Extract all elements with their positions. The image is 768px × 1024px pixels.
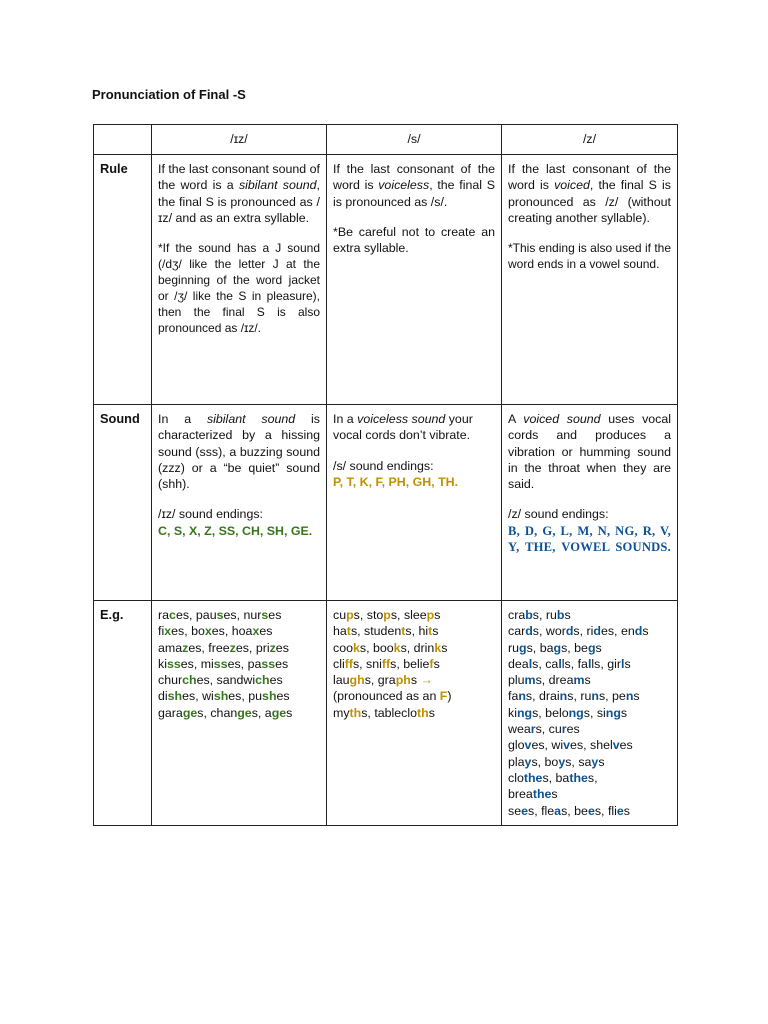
word-text: es, mi <box>180 656 214 671</box>
word-text: es, pau <box>175 608 217 622</box>
word-text: s, sni <box>352 656 382 671</box>
highlighted-ending: s <box>216 608 224 622</box>
word-text: s <box>564 608 571 622</box>
header-z: /z/ <box>502 125 678 155</box>
word-text: s, belie <box>390 656 430 671</box>
example-line <box>333 640 495 656</box>
word-text: cu <box>333 608 347 622</box>
word-text: es, bo <box>171 624 205 639</box>
word-text: di <box>158 689 168 704</box>
highlighted-ending: t <box>346 624 351 639</box>
highlighted-ending: ss <box>166 656 181 671</box>
highlighted-ending: ss <box>261 656 276 671</box>
highlighted-ending: v <box>563 738 571 753</box>
rule-iz-note: *If the sound has a J sound (/dʒ/ like the letter J at the beginning of the word jacket or /ʒ/ like the S in pleasure), then the final S is also pronounced as /ɪz/. <box>158 241 320 336</box>
example-line <box>158 705 320 721</box>
highlighted-ending: gh <box>349 673 365 688</box>
highlighted-ending: p <box>426 608 435 622</box>
example-line <box>508 656 671 672</box>
highlighted-ending: n <box>591 689 599 704</box>
word-text: ha <box>333 624 347 639</box>
word-text: es, pu <box>228 689 263 704</box>
highlighted-ending: ss <box>213 656 228 671</box>
row-label-sound: Sound <box>94 405 152 601</box>
highlighted-ending: ff <box>381 656 391 671</box>
sound-z-text: A voiced sound uses vocal cords and produces a vibration or humming sound in the throat when they are said. <box>508 412 671 492</box>
highlighted-ending: d <box>565 624 574 639</box>
header-row <box>94 125 678 155</box>
word-text: es <box>619 738 633 753</box>
highlighted-ending: th <box>417 705 429 720</box>
highlighted-ending: p <box>346 608 354 622</box>
highlighted-ending: g <box>553 640 562 655</box>
word-text: s, <box>587 770 598 785</box>
word-text: ama <box>158 640 183 655</box>
highlighted-ending: ng <box>516 705 533 720</box>
highlighted-ending: e <box>587 803 595 818</box>
highlighted-ending: y <box>591 754 599 769</box>
word-text: brea <box>508 787 533 802</box>
sound-s-endings: P, T, K, F, PH, GH, TH. <box>333 474 459 489</box>
rule-z-cell <box>502 155 678 405</box>
highlighted-ending: → <box>420 673 433 688</box>
word-text: coo <box>333 640 353 655</box>
word-text: s, fli <box>594 803 617 818</box>
highlighted-ending: v <box>612 738 620 753</box>
highlighted-ending: ng <box>568 705 584 720</box>
highlighted-ending: m <box>573 673 585 688</box>
example-line <box>333 672 495 688</box>
word-text: (pronounced as an <box>333 689 440 704</box>
row-label-rule: Rule <box>94 155 152 405</box>
highlighted-ending: n <box>559 689 568 704</box>
word-text: s, gra <box>364 673 396 688</box>
word-text: s, belo <box>532 705 569 720</box>
example-line <box>158 640 320 656</box>
highlighted-ending: ch <box>255 673 270 688</box>
word-text: s <box>432 624 439 639</box>
sound-s-cell <box>327 405 502 601</box>
sound-row <box>94 405 678 601</box>
word-text: es, free <box>188 640 230 655</box>
word-text: s, drai <box>525 689 560 704</box>
pronunciation-table <box>93 124 678 826</box>
word-text: es, wi <box>531 738 564 753</box>
example-line <box>508 607 671 623</box>
highlighted-ending: x <box>204 624 212 639</box>
rule-s-cell <box>327 155 502 405</box>
highlighted-ending: ng <box>605 705 621 720</box>
word-text: es, nur <box>223 608 262 622</box>
word-text: es, hoa <box>211 624 253 639</box>
word-text: fi <box>158 624 165 639</box>
word-text: es <box>276 689 290 704</box>
highlighted-ending: z <box>229 640 236 655</box>
example-line <box>508 721 671 737</box>
word-text: s, ca <box>532 656 559 671</box>
word-text: se <box>508 803 522 818</box>
word-text: cli <box>333 656 345 671</box>
word-text: s <box>551 787 558 802</box>
word-text: ru <box>508 640 520 655</box>
word-text: s, a <box>251 705 272 720</box>
word-text: es, pri <box>235 640 270 655</box>
highlighted-ending: e <box>616 803 624 818</box>
sound-s-endings-block <box>333 458 495 491</box>
highlighted-ending: m <box>524 673 536 688</box>
rule-row <box>94 155 678 405</box>
word-text: es, sandwi <box>196 673 256 688</box>
highlighted-ending: the <box>569 770 588 785</box>
examples-z-cell <box>502 601 678 826</box>
highlighted-ending: l <box>621 656 625 671</box>
examples-s-cell <box>327 601 502 826</box>
example-line <box>333 623 495 639</box>
word-text: es, wi <box>182 689 214 704</box>
word-text: es, en <box>600 624 635 639</box>
word-text: s <box>623 803 630 818</box>
example-line <box>333 607 495 623</box>
example-line <box>508 623 671 639</box>
highlighted-ending: ph <box>395 673 411 688</box>
highlighted-ending: t <box>401 624 406 639</box>
corner-cell <box>94 125 152 155</box>
word-text: s, sto <box>353 608 384 622</box>
highlighted-ending: the <box>532 787 552 802</box>
highlighted-ending: F <box>439 689 448 704</box>
word-text: ki <box>158 656 167 671</box>
highlighted-ending: l <box>587 656 592 671</box>
example-line <box>508 688 671 704</box>
sound-z-cell <box>502 405 678 601</box>
word-text: s <box>595 640 602 655</box>
example-line <box>158 656 320 672</box>
example-line <box>508 803 671 819</box>
sound-iz-cell <box>152 405 327 601</box>
sound-z-endings-block <box>508 506 671 555</box>
word-text: s <box>598 754 605 769</box>
examples-z-list <box>508 607 671 819</box>
word-text: s, tableclo <box>361 705 418 720</box>
word-text: s <box>434 608 441 622</box>
word-text: s, drin <box>400 640 435 655</box>
word-text: dea <box>508 656 529 671</box>
highlighted-ending: z <box>182 640 189 655</box>
example-line <box>158 672 320 688</box>
rule-iz-cell <box>152 155 327 405</box>
word-text: s, be <box>561 803 588 818</box>
example-line <box>333 688 495 704</box>
highlighted-ending: c <box>169 608 176 622</box>
sound-z-endings: B, D, G, L, M, N, NG, R, V, Y, THE, VOWEL SOUNDS. <box>508 523 671 555</box>
highlighted-ending: l <box>528 656 533 671</box>
word-text: fa <box>508 689 519 704</box>
highlighted-ending: a <box>554 803 562 818</box>
highlighted-ending: v <box>524 738 532 753</box>
word-text: s, cu <box>535 722 562 737</box>
word-text: glo <box>508 738 525 753</box>
word-text: s, ru <box>567 689 592 704</box>
word-text: car <box>508 624 526 639</box>
word-text: cra <box>508 608 526 622</box>
word-text: es, shel <box>570 738 613 753</box>
highlighted-ending: y <box>558 754 566 769</box>
highlighted-ending: d <box>525 624 533 639</box>
row-label-eg: E.g. <box>94 601 152 826</box>
sound-z-label: /z/ sound endings: <box>508 507 609 522</box>
highlighted-ending: ge <box>237 705 252 720</box>
word-text: s <box>620 705 628 720</box>
highlighted-ending: l <box>558 656 562 671</box>
word-text: es <box>566 722 580 737</box>
word-text: s, pe <box>598 689 626 704</box>
word-text: s, drea <box>535 673 574 688</box>
word-text: s, boo <box>359 640 394 655</box>
word-text: s, be <box>561 640 588 655</box>
word-text: s, studen <box>350 624 402 639</box>
word-text: s, bo <box>531 754 559 769</box>
word-text: pla <box>508 754 525 769</box>
highlighted-ending: sh <box>262 689 277 704</box>
word-text: ki <box>508 705 517 720</box>
word-text: ) <box>447 689 452 704</box>
example-line <box>508 754 671 770</box>
example-line <box>508 672 671 688</box>
highlighted-ending: th <box>349 705 362 720</box>
word-text: ra <box>158 608 170 622</box>
word-text: s <box>433 656 440 671</box>
highlighted-ending: ch <box>182 673 197 688</box>
highlighted-ending: s <box>261 608 269 622</box>
highlighted-ending: ge <box>182 705 198 720</box>
highlighted-ending: k <box>352 640 360 655</box>
examples-iz-list <box>158 607 320 721</box>
rule-z-note: *This ending is also used if the word ends in a vowel sound. <box>508 241 671 272</box>
word-text: s <box>441 640 448 655</box>
example-line <box>158 607 320 623</box>
word-text: s, fle <box>528 803 555 818</box>
highlighted-ending: n <box>518 689 526 704</box>
sound-iz-endings: C, S, X, Z, SS, CH, SH, GE. <box>158 523 313 538</box>
example-line <box>158 623 320 639</box>
highlighted-ending: r <box>561 722 567 737</box>
example-line <box>333 656 495 672</box>
highlighted-ending: k <box>393 640 401 655</box>
word-text: chur <box>158 673 183 688</box>
word-text: es <box>269 673 283 688</box>
word-text: s, chan <box>197 705 238 720</box>
word-text: s <box>624 656 631 671</box>
word-text: gara <box>158 705 183 720</box>
rule-s-text: If the last consonant of the word is voiceless, the final S is pronounced as /s/. <box>333 162 495 209</box>
word-text: s <box>642 624 649 639</box>
header-iz: /ɪz/ <box>152 125 327 155</box>
example-line <box>508 770 671 786</box>
sound-iz-label: /ɪz/ sound endings: <box>158 507 263 522</box>
word-text: s, si <box>583 705 606 720</box>
highlighted-ending: t <box>428 624 433 639</box>
highlighted-ending: the <box>523 770 543 785</box>
word-text: s, ri <box>573 624 594 639</box>
word-text: plu <box>508 673 525 688</box>
highlighted-ending: d <box>634 624 643 639</box>
example-line <box>508 737 671 753</box>
sound-iz-endings-block <box>158 506 320 539</box>
rule-z-text: If the last consonant of the word is voiced, the final S is pronounced as /z/ (without creating another syllable). <box>508 162 671 225</box>
highlighted-ending: y <box>524 754 532 769</box>
word-text: s, ru <box>532 608 557 622</box>
word-text: clo <box>508 770 524 785</box>
highlighted-ending: d <box>593 624 601 639</box>
highlighted-ending: n <box>625 689 634 704</box>
highlighted-ending: ge <box>271 705 287 720</box>
word-text: my <box>333 705 350 720</box>
example-line <box>508 640 671 656</box>
word-text: s <box>286 705 293 720</box>
highlighted-ending: r <box>530 722 536 737</box>
example-line <box>333 705 495 721</box>
word-text: s, hi <box>405 624 429 639</box>
word-text: es <box>259 624 273 639</box>
word-text: s <box>633 689 640 704</box>
example-line <box>508 705 671 721</box>
examples-row <box>94 601 678 826</box>
highlighted-ending: b <box>525 608 533 622</box>
word-text: s <box>428 705 435 720</box>
word-text: lau <box>333 673 350 688</box>
word-text: wea <box>508 722 531 737</box>
word-text: s, slee <box>390 608 427 622</box>
word-text: s, ba <box>542 770 570 785</box>
header-s: /s/ <box>327 125 502 155</box>
word-text: s, ba <box>526 640 554 655</box>
example-line <box>158 688 320 704</box>
highlighted-ending: z <box>269 640 276 655</box>
highlighted-ending: f <box>429 656 434 671</box>
word-text: ls, fa <box>561 656 588 671</box>
highlighted-ending: sh <box>167 689 183 704</box>
examples-s-list <box>333 607 495 721</box>
highlighted-ending: sh <box>213 689 229 704</box>
examples-iz-cell <box>152 601 327 826</box>
example-line <box>508 786 671 802</box>
page-title: Pronunciation of Final -S <box>92 87 246 102</box>
word-text: s <box>410 673 421 688</box>
highlighted-ending: p <box>383 608 391 622</box>
word-text: ls, gir <box>591 656 621 671</box>
highlighted-ending: b <box>556 608 565 622</box>
word-text: s, sa <box>565 754 592 769</box>
highlighted-ending: ff <box>344 656 353 671</box>
sound-s-text: In a voiceless sound your vocal cords don’t vibrate. <box>333 412 473 443</box>
highlighted-ending: g <box>587 640 596 655</box>
word-text: es <box>275 656 289 671</box>
highlighted-ending: x <box>252 624 260 639</box>
word-text: s <box>584 673 591 688</box>
highlighted-ending: e <box>521 803 528 818</box>
word-text: es <box>268 608 282 622</box>
word-text: es <box>275 640 289 655</box>
sound-s-label: /s/ sound endings: <box>333 458 434 473</box>
rule-s-note: *Be careful not to create an extra syllable. <box>333 224 495 256</box>
rule-iz-text: If the last consonant sound of the word is a sibilant sound, the final S is pronounced as /ɪz/ and as an extra syllable. <box>158 162 320 225</box>
word-text: es, pa <box>227 656 262 671</box>
highlighted-ending: g <box>519 640 527 655</box>
word-text: s, wor <box>532 624 566 639</box>
sound-iz-text: In a sibilant sound is characterized by a hissing sound (sss), a buzzing sound (zzz) or a “be quiet” sound (shh). <box>158 412 320 492</box>
highlighted-ending: k <box>434 640 442 655</box>
highlighted-ending: x <box>164 624 172 639</box>
